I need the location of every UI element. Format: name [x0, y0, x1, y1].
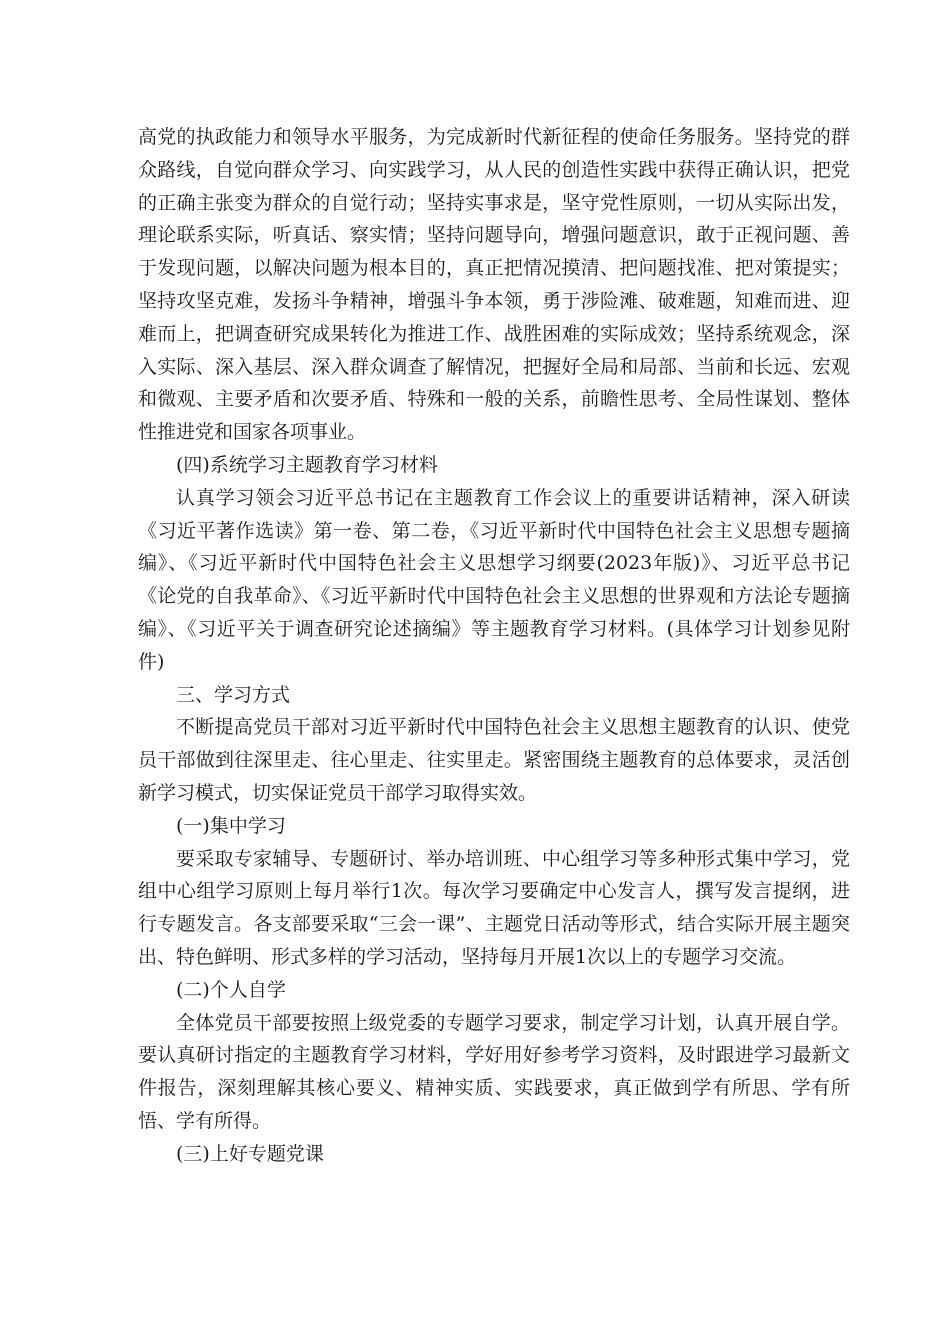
section-heading-1: (一)集中学习 [176, 814, 286, 837]
paragraph-centralized-study: 要采取专家辅导、专题研讨、举办培训班、中心组学习等多种形式集中学习，党组中心组学习原则上每月举行1次。每次学习要确定中心发言人，撰写发言提纲，进行专题发言。各支部要采取“三会一课”、主题党日活动等形式，结合实际开展主题突出、特色鲜明、形式多样的学习活动，坚持每月开展1次以上的专题学习交流。 [138, 847, 850, 968]
paragraph-study-materials: 认真学习领会习近平总书记在主题教育工作会议上的重要讲话精神，深入研读《习近平著作选读》第一卷、第二卷，《习近平新时代中国特色社会主义思想专题摘编》、《习近平新时代中国特色社会主义思想学习纲要(2023年版)》、习近平总书记《论党的自我革命》、《习近平新时代中国特色社会主义思想的世界观和方法论专题摘编》、《习近平关于调查研究论述摘编》等主题教育学习材料。(具体学习计划参见附件) [138, 486, 850, 673]
section-heading-learning-methods: 三、学习方式 [176, 683, 291, 706]
paragraph-self-study: 全体党员干部要按照上级党委的专题学习要求，制定学习计划，认真开展自学。要认真研讨指定的主题教育学习材料，学好用好参考学习资料，及时跟进学习最新文件报告，深刻理解其核心要义、精神实质、实践要求，真正做到学有所思、学有所悟、学有所得。 [138, 1011, 850, 1132]
paragraph-learning-methods: 不断提高党员干部对习近平新时代中国特色社会主义思想主题教育的认识、使党员干部做到往深里走、往心里走、往实里走。紧密围绕主题教育的总体要求，灵活创新学习模式，切实保证党员干部学习取得实效。 [138, 716, 850, 804]
section-heading-4: (四)系统学习主题教育学习材料 [176, 453, 438, 476]
document-page [138, 121, 850, 1171]
paragraph-continued: 高党的执政能力和领导水平服务，为完成新时代新征程的使命任务服务。坚持党的群众路线，自觉向群众学习、向实践学习，从人民的创造性实践中获得正确认识，把党的正确主张变为群众的自觉行动；坚持实事求是，坚守党性原则，一切从实际出发，理论联系实际，听真话、察实情；坚持问题导向，增强问题意识，敢于正视问题、善于发现问题，以解决问题为根本目的，真正把情况摸清、把问题找准、把对策提实；坚持攻坚克难，发扬斗争精神，增强斗争本领，勇于涉险滩、破难题，知难而进、迎难而上，把调查研究成果转化为推进工作、战胜困难的实际成效；坚持系统观念，深入实际、深入基层、深入群众调查了解情况，把握好全局和局部、当前和长远、宏观和微观、主要矛盾和次要矛盾、特殊和一般的关系，前瞻性思考、全局性谋划、整体性推进党和国家各项事业。 [138, 126, 850, 444]
section-heading-3: (三)上好专题党课 [176, 1142, 324, 1165]
section-heading-2: (二)个人自学 [176, 978, 286, 1001]
